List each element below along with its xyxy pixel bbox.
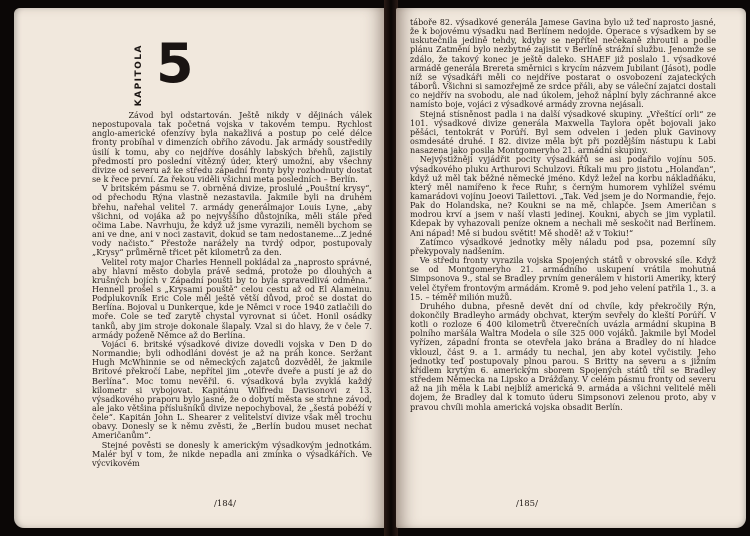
chapter-label: KAPITOLA (134, 44, 144, 107)
page-number: /184/ (214, 499, 236, 509)
paragraph: táboře 82. výsadkové generála Jamese Gavina bylo už teď naprosto jasné, že k bojovému výsadku nad Berlínem nedojde. Operace s výsadkem by se uskutečnila jedině tehdy, kdyby se nepřítel nečekaně zhroutil a podle plánu Zatmění bylo nezbytné zajistit v Berlíně strážní službu. Jenomže se zdálo, že takový konec je ještě daleko. SHAEF již poslalo 1. výsadkové armádě generála Brereta směrnici s krycím názvem Jubilant (Jásot), podle níž se výsadkáři měli co nejdříve postarat o osvobození zajateckých táborů. Všichni si samozřejmě ze srdce přáli, aby se váleční zajatci dostali co nejdřív na svobodu, ale nad úkolem, jehož náplní byly záchranné akce namísto boje, vojáci z výsadkové armády zrovna nejásali. (410, 18, 716, 110)
paragraph: Zatímco výsadkové jednotky měly náladu pod psa, pozemní síly překypovaly nadšením. (410, 236, 716, 256)
left-page-text (92, 111, 372, 495)
paragraph: Vojáci 6. britské výsadkové divize dovedli vojska v Den D do Normandie; byli odhodláni dovést je až na práh konce. Seržant Hugh McWhinnie se od německých zajatců dozvěděl, že jakmile Britové překročí Labe, nepřítel jim „otevře dveře a pustí je až do Berlína“. Moc tomu nevěřil. 6. výsadková byla zvyklá každý kilometr si vybojovat. Kapitánu Wilfredu Davisonovi z 13. výsadkového praporu bylo jasné, že o dobytí města se strhne závod, ale jako většina příslušníků divize nepochyboval, že „šestá pobéží v čele“. Kapitán John L. Shearer z velitelství divize však měl trochu obavy. Donesly se k němu zvěsti, že „Berlín budou muset nechat Američanům“. (92, 338, 372, 441)
paragraph: Ve středu fronty vyrazila vojska Spojených států v obrovské síle. Když se od Montgomeryho 21. armádního uskupení vrátila mohutná Simpsonova 9., stal se Bradley prvním generálem v historii Ameriky, který velel čtyřem frontovým armádám. Kromě 9. pod jeho velení patřila 1., 3. a 15. – téměř milión mužů. (410, 255, 716, 302)
paragraph: Nejvýstižněji vyjádřit pocity výsadkářů se asi podařilo vojínu 505. výsadkového pluku Arthurovi Schulzovi. Říkali mu pro jistotu „Holanďan“, když už měl tak běžné německé jméno. Když ležel na korbu nákladňáku, který měl namířeno k řece Ruhr, s černým humorem vyhlížel svému kamarádovi vojínu Joeovi Tailettovi. „Tak. Ved jsem je do Normandie, řejo. Pak do Holandska, ne? Kouknі se na mě, chlapče. Jsem Američan s modrou krví a jsem v naší vlasti jedinej. Kouknі, abych se jim vyplatil. Kdepak by vyhazovali peníze oknem a nechali mě seskočit nad Berlínem. Ani nápad! Mě si budou světit! Mě shodě! až v Tokiu!“ (410, 154, 716, 238)
chapter-heading (134, 32, 214, 107)
paragraph: Závod byl odstartován. Ještě nikdy v dějinách válek nepostupovala tak početná vojska v takovém tempu. Rychlost anglo-americké ofenzívy byla nakažlivá a postup po celé délce fronty probíhal v dimenzích obřího závodu. Jak armády soustředily úsilí k tomu, aby co nejdříve dosáhly labských břehů, zajistily předmostí pro poslední vítězný úder, který umožní, aby všechny divize od severu až ke středu západní fronty byly rozhodnuty dostat se k řece první. Za řekou viděli všichni meta posledních – Berlín. (92, 111, 372, 185)
right-page (396, 8, 746, 528)
left-page (14, 8, 386, 528)
paragraph: Stejné pověsti se donesly k americkým výsadkovým jednotkám. Malér byl v tom, že nikde nepadla ani zmínka o výsadkářích. Ve výcvikovém (92, 439, 372, 468)
right-page-text (410, 18, 716, 470)
paragraph: Stejná stísněnost padla i na další výsadkové skupiny. „Vřeštící orli“ ze 101. výsadkové divize generála Maxwella Taylora opět bojovali jako pěšáci, tentokrát v Porúří. Byl sem odvelen i jeden pluk Gavinovy osmdesáté druhé. I 82. divize měla být při pozdějším nástupu k Labi nasazena jako posila Montgomeryho 21. armádní skupiny. (410, 108, 716, 156)
page-number: /185/ (516, 499, 538, 509)
paragraph: Druhého dubna, přesně devět dní od chvíle, kdy překročily Rýn, dokončily Bradleyho armády obchvat, kterým sevřely do kleští Porúří. V kotli o rozloze 6 400 kilometrů čtverečních uvázla armádní skupina B polního maršála Waltra Modela o síle 325 000 vojáků. Jakmile byl Model vyřízen, západní fronta se otevřela jako brána a Bradley do ní hladce vklouzl, část 9. a 1. armády tu nechal, jen aby kotel vyčistily. Jeho jednotky teď postupovaly plnou parou. S Britty na severu a s jižním křídlem krytým 6. americkým sborem Spojených států tříl se Bradley středem Německa na Lipsko a Drážďany. V celém pásmu fronty od severu až na jih měla k Labi nejblíž americká 9. armáda a všichni velitelé měli dojem, že Bradley dal k tomuto úderu Simpsonovi zelenou proto, aby v pravou chvíli mohla americká vojska obsadit Berlín. (410, 300, 716, 412)
paragraph: Velitel roty major Charles Hennell pokládal za „naprosto správné, aby hlavní město dobyla právě sedmá, protože po dlouhých a krušných bojích v Západní poušti by to byla spravedlivá odměna.“ Hennell prošel s „Krysami pouště“ celou cestu až od El Alameinu. Podplukovník Eric Cole měl ještě větší důvod, proč se dostat do Berlína. Bojoval u Dunkerque, kde je Němci v roce 1940 zatlačili do moře. Cole se teď zarytě chystal vyrovnat si účet. Honil osádky tanků, aby jim stroje dokonale šlapaly. Vzal si do hlavy, že v čele 7. armády poženě Němce až do Berlína. (92, 256, 372, 340)
paragraph: V britském pásmu se 7. obrněná divize, proslulé „Pouštní krysy“, od přechodu Rýna vlastně nezastavila. Jakmile byli na druhém břehu, nařehal velitel 7. armády generálmajor Louis Lyne, „aby všichni, od vojáka až po nejvyššího důstojníka, měli stále před očima Labe. Navrhuju, že když už jsme vyrazili, neměli bychom se ani ve dne, ani v noci zastavit, dokud se tam nedostaneme...Z jedné vody načisto.“ Přestože narážely na tvrdý odpor, postupovaly „Krysy“ průměrně třicet pět kilometrů za den. (92, 183, 372, 258)
chapter-number: 5 (156, 32, 194, 95)
